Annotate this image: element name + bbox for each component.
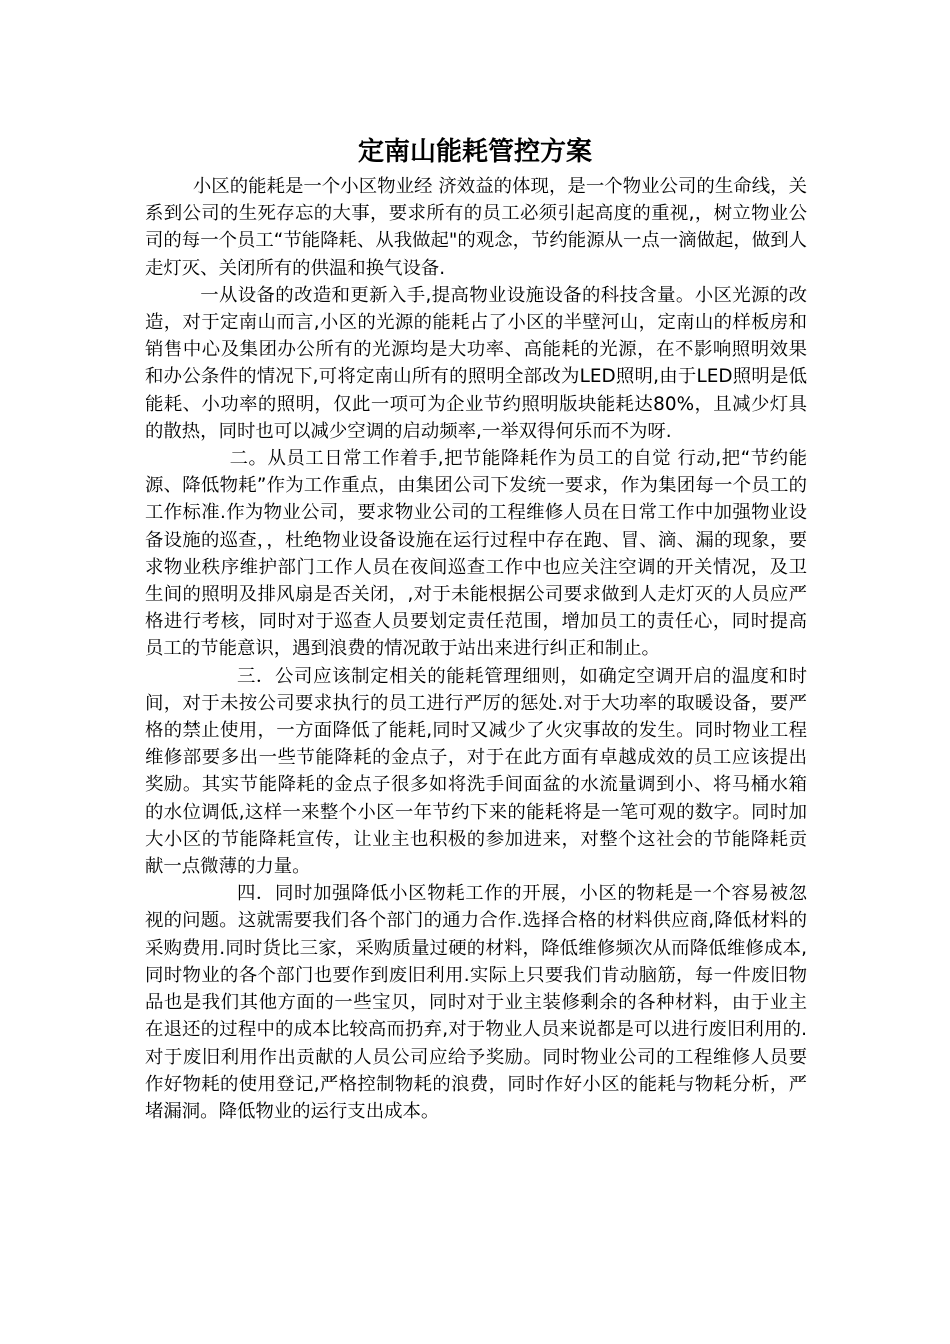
paragraph-rules: 三．公司应该制定相关的能耗管理细则，如确定空调开启的温度和时间，对于未按公司要求执行的员工进行严厉的惩处.对于大功率的取暖设备，要严格的禁止使用，一方面降低了能耗,同时又减少了火灾事故的发生。同时物业工程维修部要多出一些节能降耗的金点子，对于在此方面有卓越成效的员工应该提出奖励。其实节能降耗的金点子很多如将洗手间面盆的水流量调到小、将马桶水箱的水位调低,这样一来整个小区一年节约下来的能耗将是一笔可观的数字。同时加大小区的节能降耗宣传，让业主也积极的参加进来，对整个这社会的节能降耗贡献一点微薄的力量。 xyxy=(145,665,807,878)
paragraph-materials: 四．同时加强降低小区物耗工作的开展，小区的物耗是一个容易被忽视的问题。这就需要我们各个部门的通力合作.选择合格的材料供应商,降低材料的采购费用.同时货比三家，采购质量过硬的材料，降低维修频次从而降低维修成本,同时物业的各个部门也要作到废旧利用.实际上只要我们肯动脑筋，每一件废旧物品也是我们其他方面的一些宝贝，同时对于业主装修剩余的各种材料，由于业主在退还的过程中的成本比较高而扔弃,对于物业人员来说都是可以进行废旧利用的.对于废旧利用作出贡献的人员公司应给予奖励。同时物业公司的工程维修人员要作好物耗的使用登记,严格控制物耗的浪费，同时作好小区的能耗与物耗分析，严堵漏洞。降低物业的运行支出成本。 xyxy=(145,883,807,1122)
document-body xyxy=(145,173,807,1125)
paragraph-equipment: 一从设备的改造和更新入手,提高物业设施设备的科技含量。小区光源的改造，对于定南山而言,小区的光源的能耗占了小区的半壁河山，定南山的样板房和销售中心及集团办公所有的光源均是大功率、高能耗的光源，在不影响照明效果和办公条件的情况下,可将定南山所有的照明全部改为LED照明,由于LED照明是低能耗、小功率的照明，仅此一项可为企业节约照明版块能耗达80%，且减少灯具的散热，同时也可以减少空调的启动频率,一举双得何乐而不为呀. xyxy=(145,284,807,442)
paragraph-intro: 小区的能耗是一个小区物业经 济效益的体现，是一个物业公司的生命线，关系到公司的生死存忘的大事，要求所有的员工必须引起高度的重视,，树立物业公司的每一个员工“节能降耗、从我做起"的观念，节约能源从一点一滴做起，做到人走灯灭、关闭所有的供温和换气设备. xyxy=(145,176,807,279)
paragraph-staff: 二。从员工日常工作着手,把节能降耗作为员工的自觉 行动,把“节约能源、降低物耗”作为工作重点，由集团公司下发统一要求，作为集团每一个员工的工作标准.作为物业公司，要求物业公司的工程维修人员在日常工作中加强物业设备设施的巡查，，杜绝物业设备设施在运行过程中存在跑、冒、滴、漏的现象，要求物业秩序维护部门工作人员在夜间巡查工作中也应关注空调的开关情况，及卫生间的照明及排风扇是否关闭，,对于未能根据公司要求做到人走灯灭的人员应严格进行考核，同时对于巡查人员要划定责任范围，增加员工的责任心，同时提高员工的节能意识，遇到浪费的情况敢于站出来进行纠正和制止。 xyxy=(145,448,807,660)
document-title: 定南山能耗管控方案 xyxy=(357,137,592,167)
